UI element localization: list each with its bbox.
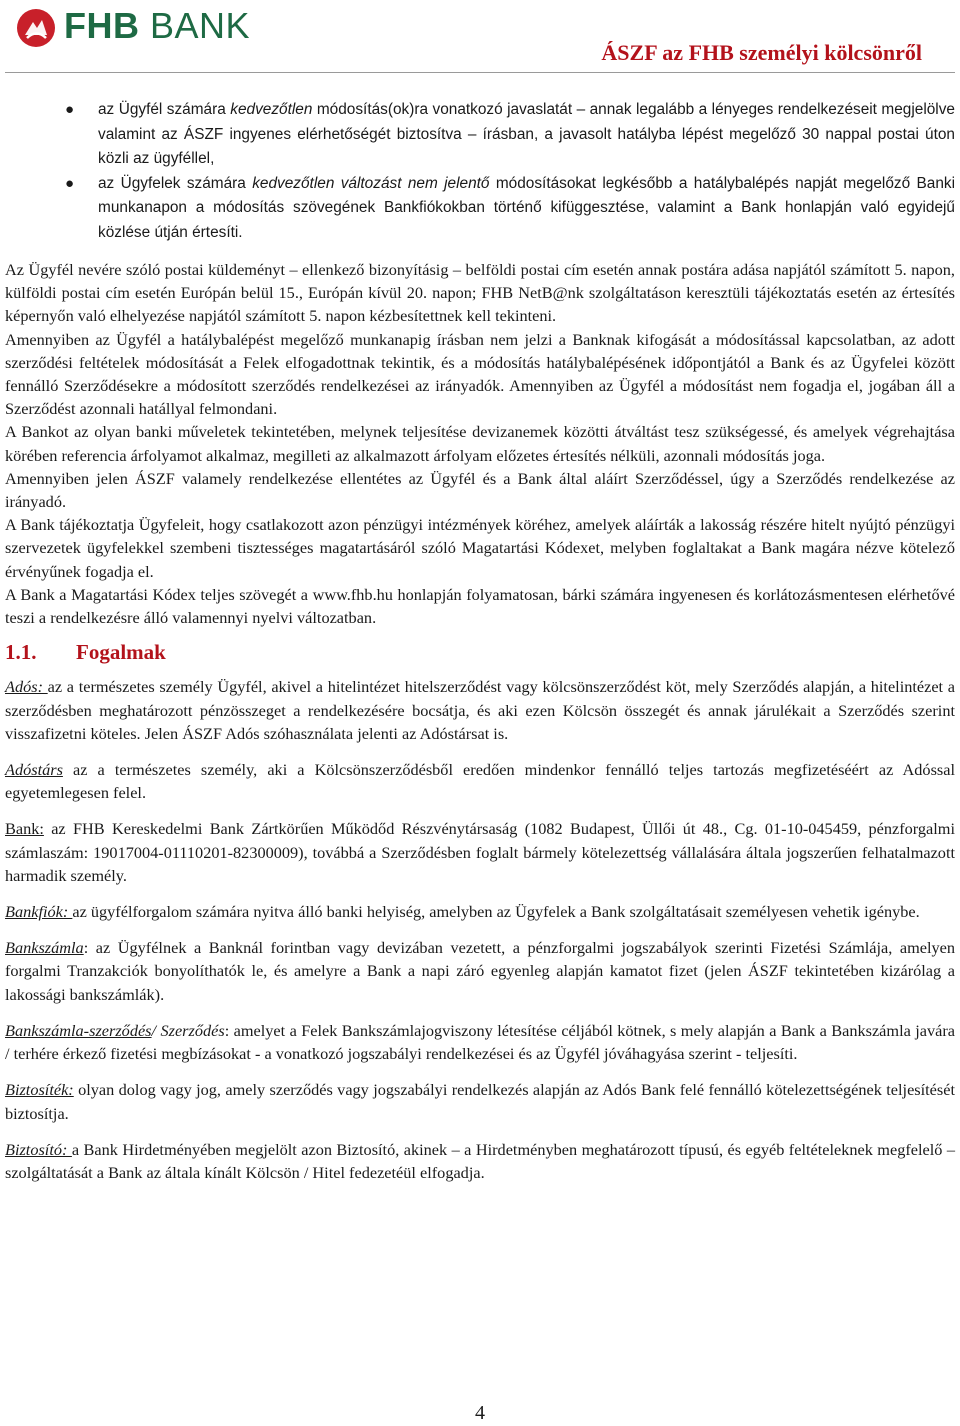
page-number: 4 xyxy=(475,1402,485,1424)
term: Biztosító: xyxy=(5,1139,72,1159)
paragraph: Az Ügyfél nevére szóló postai küldeményt – ellenkező bizonyításig – belföldi postai cím esetén annak postára adása napjától számított 5. napon, külföldi postai cím esetén Európán belül 15., Európán kívül 20. napon; FHB NetB@nk szolgáltatáson keresztüli tájékoztatás esetén az értesítés képernyőn való elhelyezése napjától számított 5. napon kézbesítettnek kell tekinteni. xyxy=(5,260,955,326)
paragraph: Amennyiben az Ügyfél a hatálybalépést megelőző munkanapig írásban nem jelzi a Banknak kifogását a módosítással kapcsolatban, az adott szerződési feltételek módosítását a Felek elfogadottnak tekintik, és a módosítás hatálybalépésének időpontjától a Bank és az Ügyfelei között fennálló Szerződésekre a módosított szerződés rendelkezései az irányadók. Amennyiben az Ügyfél a módosítást nem fogadja el, jogában áll a Szerződést azonnali hatállyal felmondani. xyxy=(5,329,955,419)
brand-name: FHB BANK xyxy=(64,5,251,46)
fhb-bank-logo xyxy=(16,5,276,48)
term: Bankfiók: xyxy=(5,902,73,922)
fhb-logo-mark-icon xyxy=(16,8,56,48)
term-alias: / Szerződés xyxy=(151,1020,225,1040)
definition-bank: Bank: az FHB Kereskedelmi Bank Zártkörűen Működőd Részvénytársaság (1082 Budapest, Üllői út 48., Cg. 01-10-045459, pénzforgalmi számlaszám: 19017004-01110201-82300009), továbbá a Szerződésben foglalt bármely kötelezettség vállalására általa jogszerűen felhatalmazott harmadik személy. xyxy=(5,819,955,885)
definition-bankfiók: Bankfiók: az ügyfélforgalom számára nyitva álló banki helyiség, amelyben az Ügyfelek a Bank szolgáltatásait személyesen vehetik igénybe. xyxy=(5,902,920,922)
paragraph: Amennyiben jelen ÁSZF valamely rendelkezése ellentétes az Ügyfél és a Bank által aláírt Szerződéssel, úgy a Szerződés rendelkezése az irányadó. xyxy=(5,468,955,512)
bullet-list xyxy=(5,98,955,245)
definition-adóstárs: Adóstárs az a természetes személy, aki a Kölcsönszerződésből eredően mindenkor fennálló teljes tartozás megfizetéséért az Adóssal egyetemlegesen felel. xyxy=(5,760,955,803)
section-title: Fogalmak xyxy=(76,640,166,665)
document-title: ÁSZF az FHB személyi kölcsönről xyxy=(601,40,922,65)
definition-biztosíték: Biztosíték: olyan dolog vagy jog, amely szerződés vagy jogszabályi rendelkezés alapján az Adós Bank felé fennálló kötelezettségének teljesítését biztosítja. xyxy=(5,1080,955,1123)
term: Bank: xyxy=(5,819,44,839)
bullet-icon: ● xyxy=(65,174,75,192)
paragraph: A Bank a Magatartási Kódex teljes szövegét a www.fhb.hu honlapján folyamatosan, bárki számára ingyenesen és korlátozásmentesen elérhetővé teszi a rendelkezésre álló valamennyi nyelvi változatban. xyxy=(5,584,955,628)
definition-biztosító: Biztosító: a Bank Hirdetményében megjelölt azon Biztosító, akinek – a Hirdetményben meghatározott típusú, és egyéb feltételeknek megfelelő – szolgáltatását a Bank az általa kínált Kölcsön / Hitel fedezetéül elfogadja. xyxy=(5,1139,955,1182)
definition-adós: Adós: az a természetes személy Ügyfél, akivel a hitelintézet hitelszerződést vagy kölcsönszerződést köt, mely Szerződés alapján, a hitelintézet a szerződésben meghatározott pénzösszeget a rendelkezésére bocsátja, és aki ezen Kölcsön összegét és annak járulékait a Szerződés szerint visszafizetni köteles. Jelen ÁSZF Adós szóhasználata jelenti az Adóstársat is. xyxy=(5,677,955,743)
term: Adóstárs xyxy=(5,760,63,780)
definition-bankszámla-szerződés: Bankszámla-szerződés/ Szerződés: amelyet a Felek Bankszámlajogviszony létesítése céljából kötnek, s mely alapján a Bank a Bankszámla javára / terhére érkező fizetési megbízásokat - a vonatkozó jogszabályi rendelkezései és az Ügyfél jóváhagyása szerint - teljesíti. xyxy=(5,1020,955,1064)
header-divider xyxy=(5,72,955,73)
definition-bankszámla: Bankszámla: az Ügyfélnek a Banknál forintban vagy devizában vezetett, a pénzforgalmi jogszabályok szerinti Fizetési Számlája, amelyen forgalmi Tranzakciók bonyolíthatók le, és amelyre a Bank a napi záró egyenleg alapján kamatot fizet (jelen ÁSZF tekintetében kizárólag a lakossági bankszámlák). xyxy=(5,938,955,1004)
section-number: 1.1. xyxy=(5,640,37,665)
paragraph: A Bankot az olyan banki műveletek tekintetében, melynek teljesítése devizanemek közötti átváltást tesz szükségessé, és amelyek végrehajtása körében referencia árfolyamot alkalmaz, megilleti az alkalmazott árfolyam előzetes értesítés nélküli, azonnali módosítás joga. xyxy=(5,422,955,465)
page-content xyxy=(5,98,955,1197)
term: Bankszámla xyxy=(5,938,84,958)
term: Biztosíték: xyxy=(5,1080,74,1100)
section-heading xyxy=(5,641,955,664)
list-item: ● az Ügyfelek számára kedvezőtlen változást nem jelentő módosításokat legkésőbb a hatálybalépés napját megelőző Banki munkanapon a módosítás szövegének Bankfiókokban történő kifüggesztése, valamint a Bank honlapján való egyidejű közlése útján értesíti. xyxy=(5,172,955,246)
term: Adós: xyxy=(5,677,48,697)
term: Bankszámla-szerződés xyxy=(5,1020,152,1040)
paragraph: A Bank tájékoztatja Ügyfeleit, hogy csatlakozott azon pénzügyi intézmények köréhez, amelyek aláírták a lakosság részére hitelt nyújtó pénzügyi szervezetek ügyfelekkel szembeni tisztességes magatartásáról szóló Magatartási Kódexet, melyben foglaltakat a Bank magára nézve kötelező érvényűnek fogadja el. xyxy=(5,515,955,581)
bullet-icon: ● xyxy=(65,101,75,118)
list-item: ● az Ügyfél számára kedvezőtlen módosítás(ok)ra vonatkozó javaslatát – annak legalább a lényeges rendelkezéseit megjelölve valamint az ÁSZF ingyenes elérhetőségét biztosítva – írásban, a javasolt hatályba lépést megelőző 30 nappal postai úton közli az ügyféllel, xyxy=(5,98,955,172)
